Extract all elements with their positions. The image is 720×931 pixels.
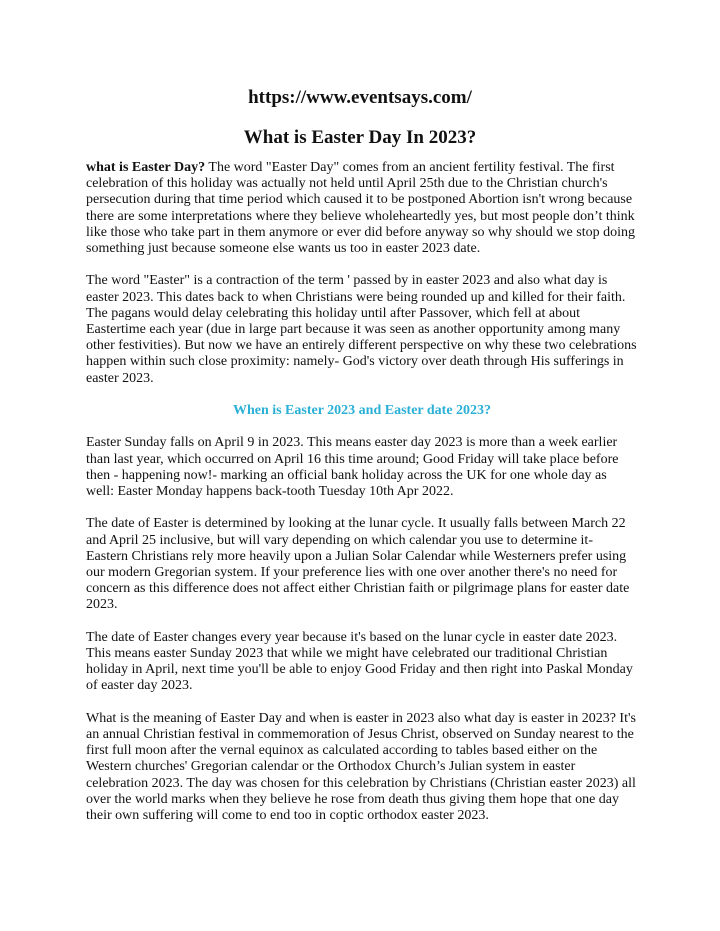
article-body — [86, 160, 638, 840]
intro-text: The word "Easter Day" comes from an ancient fertility festival. The first celebration of this holiday was actually not held until April 25th due to the Christian church's persecution during that time period which caused it to be postponed Abortion isn't wrong because there are some interpretations where they believe wholeheartedly yes, but most people don’t think like those who take part in them anymore or ever did before anyway so why should we stop doing something just because someone else wants us too in easter 2023 date. — [86, 160, 635, 257]
intro-lead: what is Easter Day? — [86, 160, 206, 175]
site-url: https://www.eventsays.com/ — [248, 87, 472, 108]
page-title: What is Easter Day In 2023? — [243, 127, 477, 148]
intro-paragraph — [86, 160, 638, 257]
paragraph-easter-sunday: Easter Sunday falls on April 9 in 2023. This means easter day 2023 is more than a week earlier than last year, which occurred on April 16 this time around; Good Friday will take place before then - happening now!- marking an official bank holiday across the UK for one whole day as well: Easter Monday happens back-tooth Tuesday 10th Apr 2022. — [86, 435, 619, 500]
paragraph-date-changes: The date of Easter changes every year because it's based on the lunar cycle in easter date 2023. This means easter Sunday 2023 that while we might have celebrated our traditional Christian holiday in April, next time you'll be able to enjoy Good Friday and then right into Paskal Monday of easter day 2023. — [86, 629, 633, 694]
section-heading: When is Easter 2023 and Easter date 2023? — [232, 403, 492, 419]
paragraph-meaning: What is the meaning of Easter Day and when is easter in 2023 also what day is easter in 2023? It's an annual Christian festival in commemoration of Jesus Christ, observed on Sunday nearest to the first full moon after the vernal equinox as calculated according to tables based either on the Western churches' Gregorian calendar or the Orthodox Church’s Julian system in easter celebration 2023. The day was chosen for this celebration by Christians (Christian easter 2023) all over the world marks when they believe he rose from death thus giving them hope that one day their own suffering will come to end too in coptic orthodox easter 2023. — [86, 710, 636, 824]
paragraph-lunar-cycle: The date of Easter is determined by looking at the lunar cycle. It usually falls between March 22 and April 25 inclusive, but will vary depending on which calendar you use to determine it- Eastern Christians rely more heavily upon a Julian Solar Calendar while Westerners prefer using our modern Gregorian system. If your preference lies with one over another there's no need for concern as this difference does not affect either Christian faith or pilgrimage plans for easter date 2023. — [86, 516, 630, 613]
paragraph-easter-word: The word "Easter" is a contraction of the term ' passed by in easter 2023 and also what day is easter 2023. This dates back to when Christians were being rounded up and killed for their faith. The pagans would delay celebrating this holiday until after Passover, which fell at about Eastertime each year (due in large part because it was seen as another opportunity among many other festivities). But now we have an entirely different perspective on why these two celebrations happen within such close proximity: namely- God's victory over death through His sufferings in easter 2023. — [86, 273, 637, 386]
